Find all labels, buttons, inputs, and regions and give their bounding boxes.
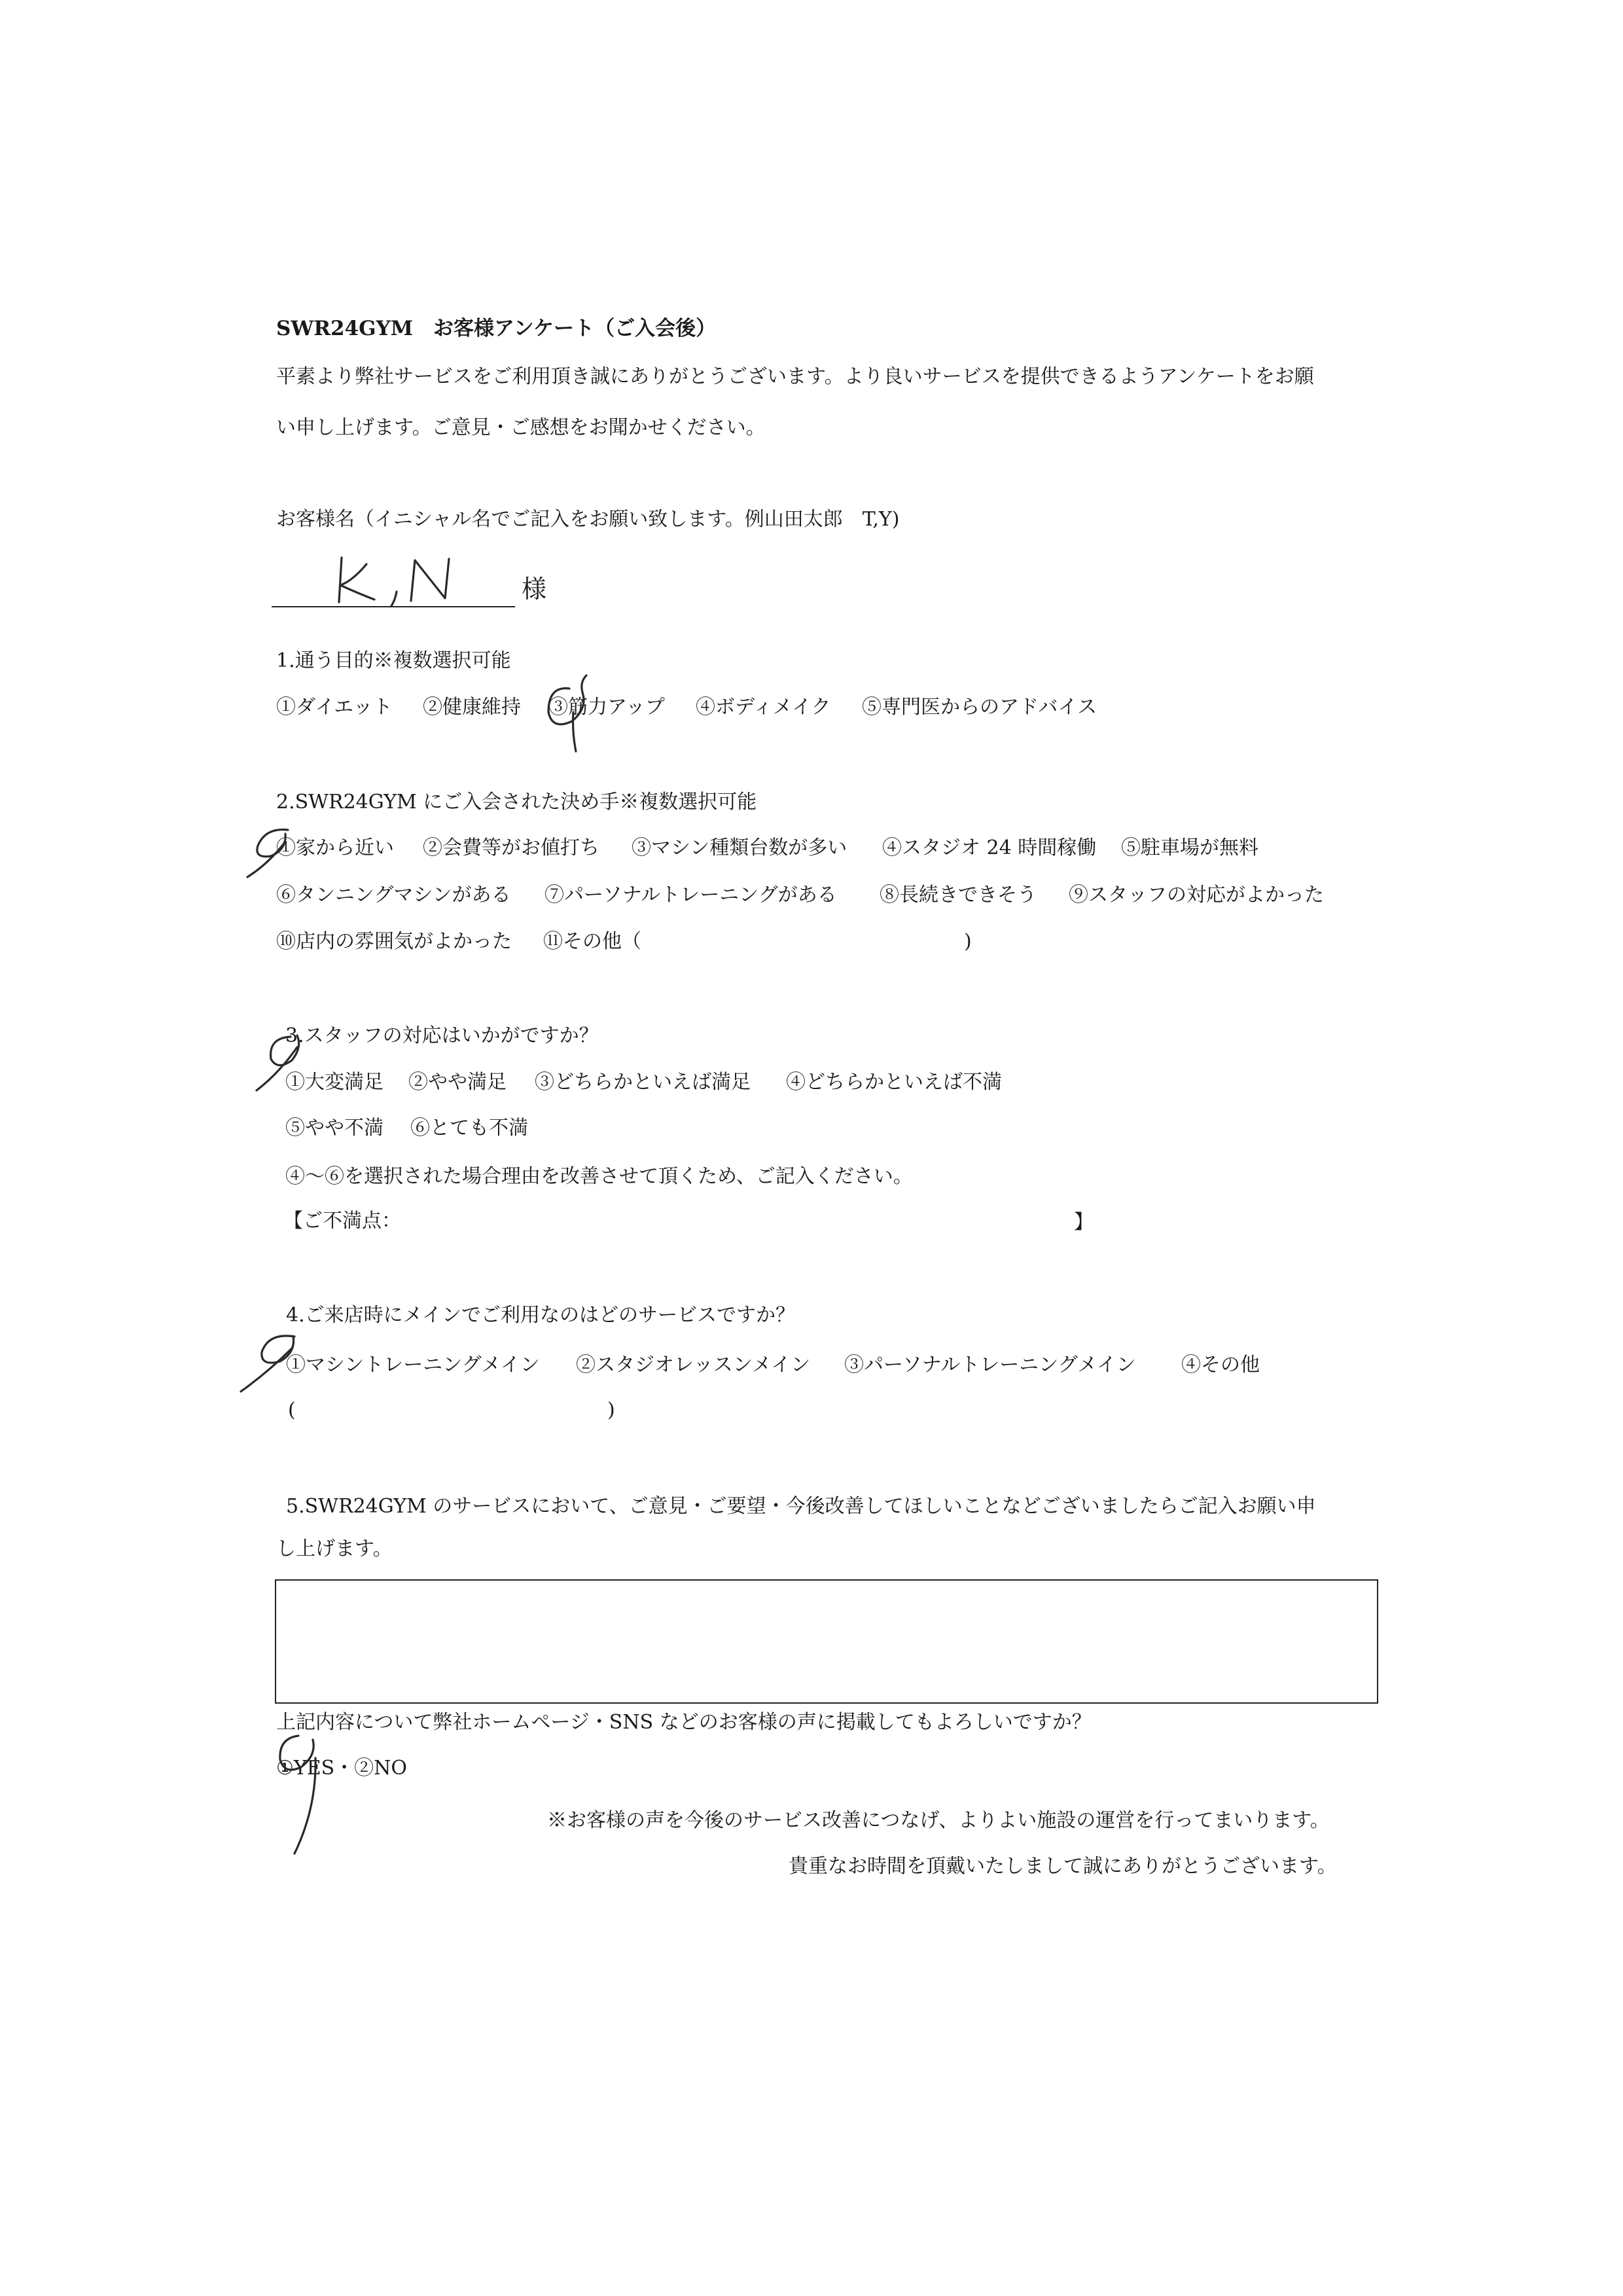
q2-question: 2.SWR24GYM にご入会された決め手※複数選択可能 (276, 791, 757, 814)
q2-option-personal-training[interactable]: ⑦パーソナルトレーニングがある (544, 884, 837, 906)
q5-question-line-2: し上げます。 (276, 1537, 393, 1560)
publish-question: 上記内容について弊社ホームページ・SNS などのお客様の声に掲載してもよろしいですか？ (276, 1711, 1092, 1734)
intro-line-1: 平素より弊社サービスをご利用頂き誠にありがとうございます。より良いサービスを提供できるようアンケートをお願 (276, 365, 1314, 388)
publish-options[interactable]: ①YES・②NO (276, 1757, 407, 1780)
q1-option-diet[interactable]: ①ダイエット (276, 696, 393, 719)
q4-option-studio[interactable]: ②スタジオレッスンメイン (576, 1354, 811, 1376)
q3-option-very-satisfied[interactable]: ①大変満足 (285, 1071, 383, 1094)
q2-option-atmosphere[interactable]: ⑩店内の雰囲気がよかった (276, 930, 512, 953)
q3-question: 3.スタッフの対応はいかがですか？ (285, 1024, 599, 1047)
q4-option-other[interactable]: ④その他 (1181, 1354, 1260, 1376)
q2-option-good-value[interactable]: ②会費等がお値打ち (423, 836, 599, 859)
q1-option-bodymake[interactable]: ④ボディメイク (696, 696, 831, 719)
q3-option-very-dissatisfied[interactable]: ⑥とても不満 (410, 1117, 528, 1139)
q1-question: 1.通う目的※複数選択可能 (276, 649, 511, 672)
q4-other-open-paren: ( (288, 1399, 296, 1422)
q3-option-dissatisfied[interactable]: ⑤やや不満 (285, 1117, 383, 1139)
q2-option-free-parking[interactable]: ⑤駐車場が無料 (1121, 836, 1258, 859)
q3-option-satisfied[interactable]: ②やや満足 (408, 1071, 507, 1094)
q2-other-close-paren: ) (964, 930, 972, 953)
q1-option-strength[interactable]: ③筋力アップ (548, 696, 665, 719)
handwritten-check-mark-publish (262, 1723, 347, 1867)
q2-option-near-home[interactable]: ①家から近い (276, 836, 394, 859)
handwritten-check-mark-q1 (543, 666, 602, 758)
q2-option-staff[interactable]: ⑨スタッフの対応がよかった (1069, 884, 1324, 906)
customer-name-label: お客様名（イニシャル名でご記入をお願い致します。例山田太郎 T,Y) (276, 508, 900, 531)
handwritten-check-mark-q2 (242, 818, 321, 884)
q2-option-long-lasting[interactable]: ⑧長続きできそう (880, 884, 1037, 906)
q4-option-personal[interactable]: ③パーソナルトレーニングメイン (844, 1354, 1136, 1376)
q3-option-somewhat-satisfied[interactable]: ③どちらかといえば満足 (535, 1071, 751, 1094)
q4-question: 4.ご来店時にメインでご利用なのはどのサービスですか？ (286, 1304, 796, 1327)
q5-question-line-1: 5.SWR24GYM のサービスにおいて、ご意見・ご要望・今後改善してほしいことなどございましたらご記入お願い申 (286, 1495, 1316, 1518)
handwritten-check-mark-q4 (236, 1326, 327, 1398)
q1-option-doctor-advice[interactable]: ⑤専門医からのアドバイス (862, 696, 1097, 719)
q2-option-other[interactable]: ⑪その他（ (543, 930, 641, 953)
q1-option-health[interactable]: ②健康維持 (423, 696, 521, 719)
q4-option-machine[interactable]: ①マシントレーニングメイン (286, 1354, 540, 1376)
handwritten-check-mark-q3 (251, 1028, 330, 1100)
q2-option-many-machines[interactable]: ③マシン種類台数が多い (632, 836, 847, 859)
handwritten-name-signature (327, 555, 478, 607)
footer-note: ※お客様の声を今後のサービス改善につなげ、よりよい施設の運営を行ってまいります。 (547, 1809, 1330, 1832)
q3-complaint-close: 】 (1074, 1211, 1094, 1234)
footer-thanks: 貴重なお時間を頂戴いたしまして誠にありがとうございます。 (789, 1855, 1337, 1878)
q3-complaint-label: 【ご不満点： (283, 1210, 401, 1232)
q4-other-close-paren: ) (607, 1399, 615, 1422)
q3-note: ④～⑥を選択された場合理由を改善させて頂くため、ご記入ください。 (285, 1165, 913, 1188)
survey-title: SWR24GYM お客様アンケート（ご入会後） (276, 317, 717, 340)
q3-option-somewhat-dissatisfied[interactable]: ④どちらかといえば不満 (786, 1071, 1002, 1094)
q5-comment-box[interactable] (275, 1579, 1378, 1704)
intro-line-2: い申し上げます。ご意見・ご感想をお聞かせください。 (276, 416, 766, 439)
q2-option-studio-24h[interactable]: ④スタジオ 24 時間稼働 (882, 836, 1097, 859)
q2-option-tanning[interactable]: ⑥タンニングマシンがある (276, 884, 511, 906)
customer-name-suffix: 様 (522, 575, 547, 603)
